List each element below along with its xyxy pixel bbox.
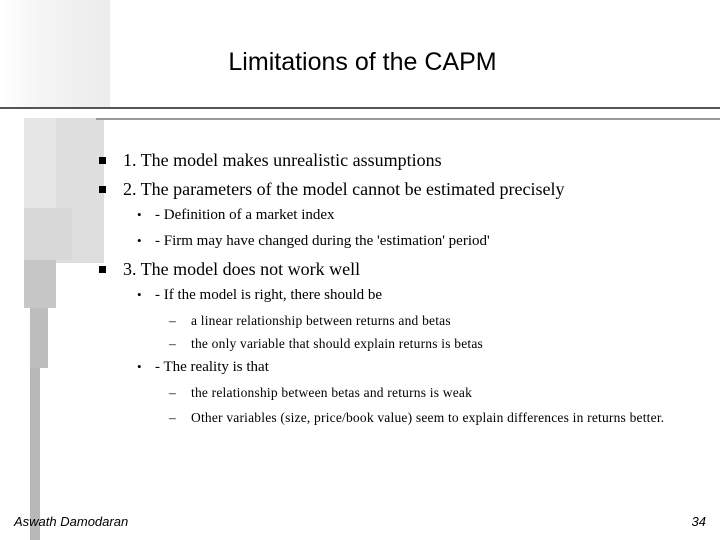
bullet-item xyxy=(123,150,442,171)
bullet-item xyxy=(123,259,360,280)
sub-bullet-item xyxy=(137,207,335,224)
sub-bullet-text: - Definition of a market index xyxy=(155,207,335,223)
sub-sub-bullet-text: Other variables (size, price/book value) seem to explain differences in returns better. xyxy=(191,410,665,425)
dash-bullet-icon: – xyxy=(169,336,176,351)
sub-bullet-item xyxy=(137,233,490,250)
sub-bullet-item xyxy=(137,359,269,376)
page-number: 34 xyxy=(691,514,706,529)
square-bullet-icon xyxy=(99,157,106,164)
dash-bullet-icon: – xyxy=(169,385,176,400)
dash-bullet-icon: – xyxy=(169,410,176,425)
bullet-text: 1. The model makes unrealistic assumptions xyxy=(123,150,442,170)
dot-bullet-icon: • xyxy=(137,207,142,222)
bullet-item xyxy=(123,179,565,200)
sub-bullet-item xyxy=(137,287,383,304)
sub-bullet-text: - If the model is right, there should be xyxy=(155,287,383,303)
bullet-text: 2. The parameters of the model cannot be estimated precisely xyxy=(123,179,565,199)
sub-bullet-text: - Firm may have changed during the 'estimation' period' xyxy=(155,233,490,249)
dot-bullet-icon: • xyxy=(137,359,142,374)
sub-sub-bullet-item xyxy=(169,313,451,329)
square-bullet-icon xyxy=(99,266,106,273)
sub-bullet-text: - The reality is that xyxy=(155,359,269,375)
sub-sub-bullet-text: the relationship between betas and returns is weak xyxy=(191,385,473,400)
sub-sub-bullet-text: a linear relationship between returns and betas xyxy=(191,313,451,328)
sub-sub-bullet-text: the only variable that should explain returns is betas xyxy=(191,336,483,351)
sub-sub-bullet-item xyxy=(169,385,473,401)
footer-author: Aswath Damodaran xyxy=(14,514,129,529)
dot-bullet-icon: • xyxy=(137,233,142,248)
bullet-text: 3. The model does not work well xyxy=(123,259,361,279)
dash-bullet-icon: – xyxy=(169,313,176,328)
slide-title: Limitations of the CAPM xyxy=(228,48,497,76)
sub-sub-bullet-item xyxy=(169,408,691,427)
square-bullet-icon xyxy=(99,186,106,193)
dot-bullet-icon: • xyxy=(137,287,142,302)
sub-sub-bullet-item xyxy=(169,336,483,352)
